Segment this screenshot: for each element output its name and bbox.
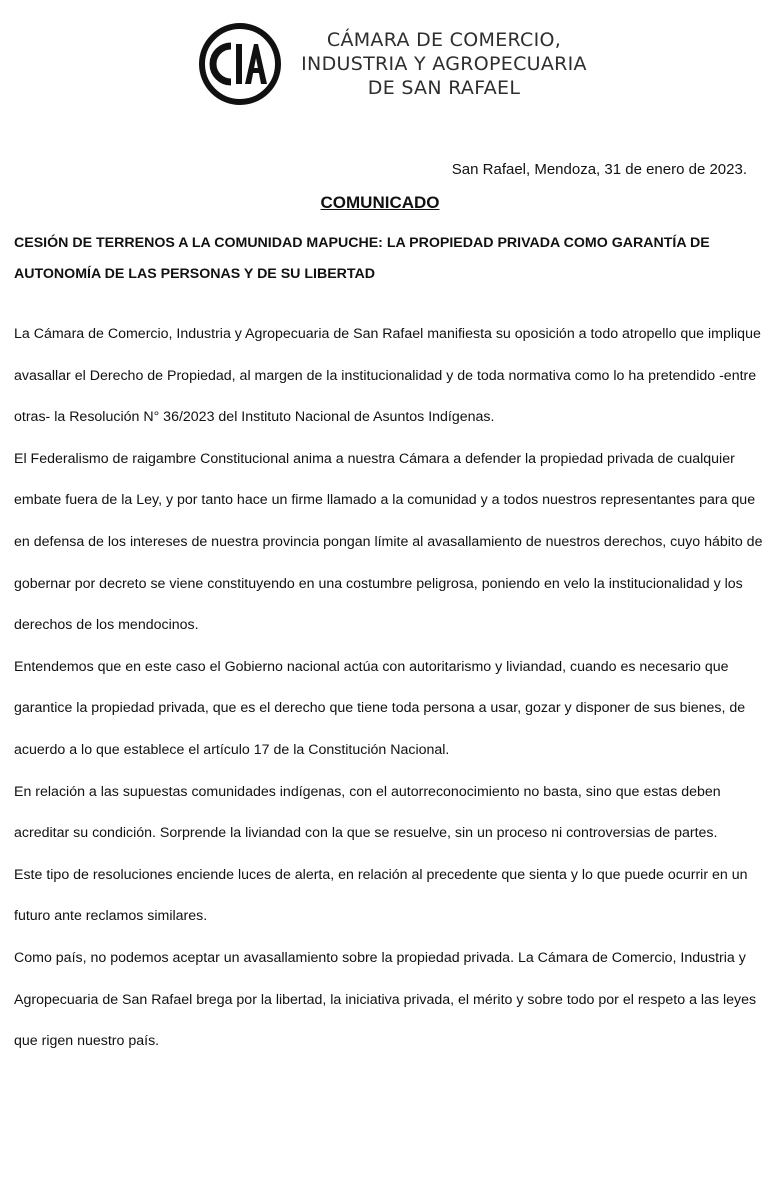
org-name-line-2: INDUSTRIA Y AGROPECUARIA	[301, 53, 587, 75]
paragraph-1: La Cámara de Comercio, Industria y Agropecuaria de San Rafael manifiesta su oposición a todo atropello que implique avasallar el Derecho de Propiedad, al margen de la institucionalidad y de toda normativa como lo ha pretendido -entre otras- la Resolución N° 36/2023 del Instituto Nacional de Asuntos Indígenas.	[14, 326, 761, 426]
org-name-line-3: DE SAN RAFAEL	[367, 77, 521, 99]
organization-name	[294, 28, 594, 100]
paragraph-5: Este tipo de resoluciones enciende luces de alerta, en relación al precedente que sienta y lo que puede ocurrir en un futuro ante reclamos similares.	[14, 866, 748, 925]
paragraph-3: Entendemos que en este caso el Gobierno nacional actúa con autoritarismo y liviandad, cuando es necesario que garantice la propiedad privada, que es el derecho que tiene toda persona a usar, gozar y disponer de sus bienes, de acuerdo a lo que establece el artículo 17 de la Constitución Nacional.	[14, 658, 746, 758]
document-body	[14, 314, 764, 1063]
paragraph-4: En relación a las supuestas comunidades indígenas, con el autorreconocimiento no basta, sino que estas deben acreditar su condición. Sorprende la liviandad con la que se resuelve, sin un proceso ni controversias de partes.	[14, 783, 721, 842]
document-subtitle: CESIÓN DE TERRENOS A LA COMUNIDAD MAPUCHE: LA PROPIEDAD PRIVADA COMO GARANTÍA DE AUTONOMÍA DE LAS PERSONAS Y DE SU LIBERTAD	[14, 235, 710, 282]
paragraph-6: Como país, no podemos aceptar un avasallamiento sobre la propiedad privada. La Cámara de Comercio, Industria y Agropecuaria de San Rafael brega por la libertad, la iniciativa privada, el mérito y sobre todo por el respeto a las leyes que rigen nuestro país.	[14, 949, 757, 1050]
org-name-line-1: CÁMARA DE COMERCIO,	[326, 29, 562, 51]
letterhead	[198, 22, 598, 110]
date-line: San Rafael, Mendoza, 31 de enero de 2023.	[451, 161, 747, 178]
paragraph-2: El Federalismo de raigambre Constitucional anima a nuestra Cámara a defender la propiedad privada de cualquier embate fuera de la Ley, y por tanto hace un firme llamado a la comunidad y a todos nuestros representantes para que en defensa de los intereses de nuestra provincia pongan límite al avasallamiento de nuestros derechos, cuyo hábito de gobernar por decreto se viene constituyendo en una costumbre peligrosa, poniendo en velo la institucionalidad y los derechos de los mendocinos.	[14, 450, 763, 634]
chamber-logo-icon	[198, 22, 282, 106]
document-title: COMUNICADO	[320, 193, 440, 212]
